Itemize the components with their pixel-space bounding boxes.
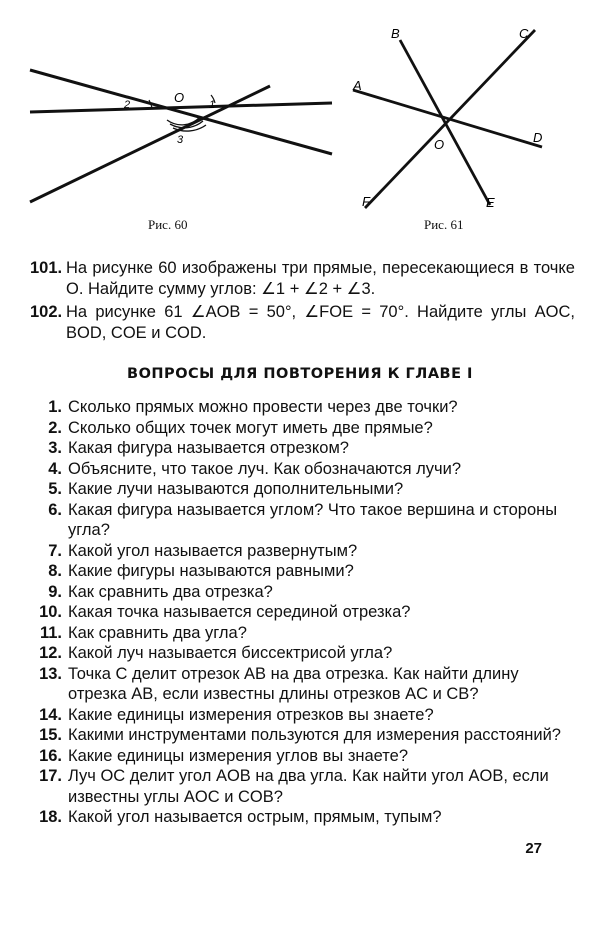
line-cf [365, 30, 535, 208]
question-number: 6. [48, 500, 62, 519]
question-number: 16. [39, 746, 62, 765]
question-item [30, 418, 575, 439]
problem-101 [30, 258, 575, 300]
point-d-label: D [533, 130, 543, 145]
question-item [30, 766, 575, 807]
question-number: 4. [48, 459, 62, 478]
question-item [30, 479, 575, 500]
point-f-label: F [362, 194, 370, 209]
question-item [30, 397, 575, 418]
question-number: 1. [48, 398, 62, 416]
figure-61 [340, 0, 600, 220]
question-item [30, 500, 575, 541]
question-item [30, 459, 575, 480]
question-text: Точка C делит отрезок AB на два отрезка. Как найти длину отрезка AB, если известны длины отрезков AC и CB? [68, 664, 519, 703]
question-text: Какие лучи называются дополнительными? [68, 480, 404, 498]
question-item [30, 623, 575, 644]
question-item [30, 541, 575, 562]
question-text: Какая фигура называется углом? Что такое вершина и стороны угла? [68, 500, 558, 539]
figure-61-caption: Рис. 61 [424, 217, 464, 232]
question-item [30, 725, 575, 746]
question-text: Как сравнить два отрезка? [68, 582, 273, 601]
question-text: Какими инструментами пользуются для измерения расстояний? [68, 726, 561, 744]
line-ad [353, 90, 542, 147]
section-heading: ВОПРОСЫ ДЛЯ ПОВТОРЕНИЯ К ГЛАВЕ I [127, 366, 473, 382]
point-c-label: C [519, 26, 529, 41]
question-text: Какой угол называется развернутым? [68, 541, 358, 560]
question-text: Сколько прямых можно провести через две точки? [68, 398, 458, 416]
question-number: 10. [39, 603, 62, 621]
problem-number: 102. [30, 303, 63, 321]
question-item [30, 643, 575, 664]
question-item [30, 561, 575, 582]
question-number: 17. [39, 767, 62, 785]
question-number: 9. [48, 582, 62, 601]
question-item [30, 602, 575, 623]
point-e-label: E [486, 195, 495, 210]
question-text: Какие единицы измерения отрезков вы знаете? [68, 705, 434, 724]
angle-3-label: 3 [177, 134, 184, 146]
question-number: 18. [39, 808, 62, 826]
page-number: 27 [525, 840, 542, 857]
question-text: Какие единицы измерения углов вы знаете? [68, 746, 409, 765]
problem-text: На рисунке 60 изображены три прямые, пересекающиеся в точке O. Найдите сумму углов: ∠1 + ∠2 + ∠3. [66, 259, 575, 298]
question-number: 3. [48, 439, 62, 457]
question-text: Какая точка называется серединой отрезка? [68, 603, 411, 621]
question-text: Объясните, что такое луч. Как обозначаются лучи? [68, 459, 462, 478]
question-number: 2. [48, 418, 62, 437]
question-item [30, 705, 575, 726]
question-number: 8. [48, 562, 62, 580]
review-questions [30, 397, 575, 828]
angle-2-label: 2 [124, 99, 131, 111]
question-number: 15. [39, 726, 62, 744]
question-number: 13. [39, 664, 62, 683]
question-text: Какой угол называется острым, прямым, тупым? [68, 808, 442, 826]
question-item [30, 438, 575, 459]
question-text: Какая фигура называется отрезком? [68, 439, 349, 457]
question-item [30, 807, 575, 828]
point-o-label: O [434, 137, 445, 152]
question-number: 11. [39, 623, 62, 642]
question-text: Какой луч называется биссектрисой угла? [68, 644, 393, 662]
question-number: 5. [48, 480, 62, 498]
question-item [30, 746, 575, 767]
question-number: 7. [48, 541, 62, 560]
question-number: 14. [39, 705, 62, 724]
question-text: Какие фигуры называются равными? [68, 562, 354, 580]
problem-102 [30, 302, 575, 344]
question-text: Сколько общих точек могут иметь две прямые? [68, 418, 433, 437]
question-item [30, 664, 575, 705]
question-text: Луч OC делит угол AOB на два угла. Как найти угол AOB, если известны углы AOC и COB? [68, 767, 549, 806]
question-text: Как сравнить два угла? [68, 623, 247, 642]
problems-list [30, 258, 575, 346]
point-o-label: O [174, 90, 185, 105]
point-a-label: A [353, 78, 362, 93]
figure-60-caption: Рис. 60 [148, 217, 188, 232]
question-number: 12. [39, 644, 62, 662]
problem-text: На рисунке 61 ∠AOB = 50°, ∠FOE = 70°. Найдите углы AOC, BOD, COE и COD. [66, 303, 575, 342]
figure-60 [0, 0, 340, 210]
angle-1-label: 1 [209, 99, 216, 111]
point-b-label: B [391, 26, 400, 41]
problem-number: 101. [30, 259, 63, 277]
question-item [30, 582, 575, 603]
